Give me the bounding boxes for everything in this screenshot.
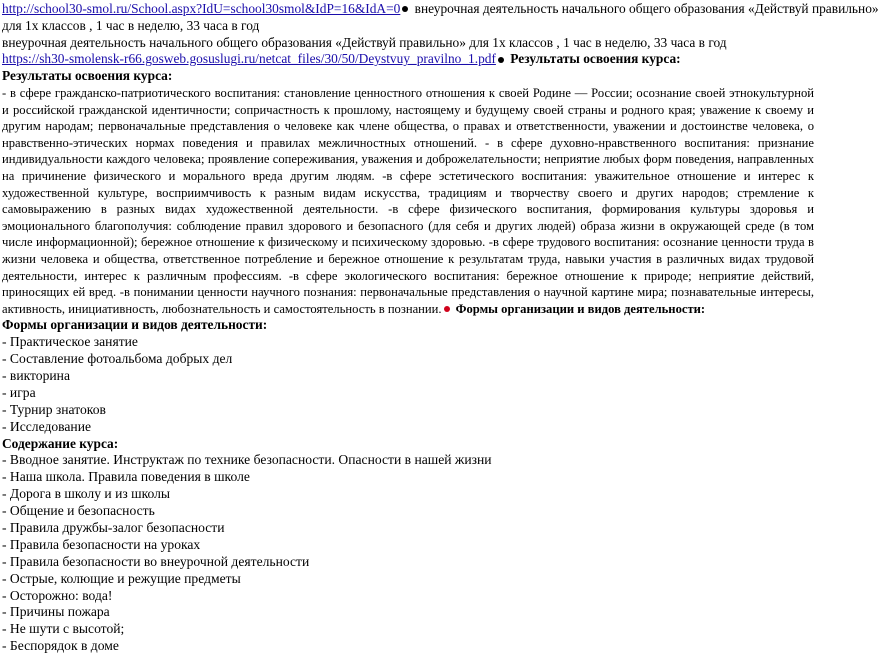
list-item: - Беспорядок в доме xyxy=(2,638,119,654)
header-line-4 xyxy=(2,51,814,68)
list-item: - Вводное занятие. Инструктаж по технике безопасности. Опасности в нашей жизни xyxy=(2,452,492,468)
header-line-3: внеурочная деятельность начального общего образования «Действуй правильно» для 1х классов , 1 час в неделю, 33 часа в год xyxy=(2,34,727,50)
list-item: - Не шути с высотой; xyxy=(2,621,125,637)
header-line-2: для 1х классов , 1 час в неделю, 33 часа в год xyxy=(2,17,260,33)
forms-inline-heading: Формы организации и видов деятельности: xyxy=(452,301,706,316)
content-heading: Содержание курса: xyxy=(2,435,119,451)
bullet-icon xyxy=(498,57,504,63)
content-list xyxy=(2,452,814,655)
document xyxy=(2,1,879,655)
list-item: - Турнир знатоков xyxy=(2,401,106,417)
list-item: - Причины пожара xyxy=(2,604,110,620)
list-item: - Наша школа. Правила поведения в школе xyxy=(2,469,250,485)
list-item: - Осторожно: вода! xyxy=(2,587,113,603)
list-item: - Правила безопасности на уроках xyxy=(2,536,201,552)
list-item: - Составление фотоальбома добрых дел xyxy=(2,351,233,366)
forms-list xyxy=(2,334,814,435)
bullet-icon xyxy=(402,6,408,12)
list-item: - Правила дружбы-залог безопасности xyxy=(2,519,225,535)
list-item: - Острые, колющие и режущие предметы xyxy=(2,570,241,586)
list-item: - Дорога в школу и из школы xyxy=(2,486,171,502)
list-item: - игра xyxy=(2,384,36,400)
results-paragraph xyxy=(2,85,814,317)
list-item: - Исследование xyxy=(2,418,92,434)
results-heading: Результаты освоения курса: xyxy=(2,68,173,84)
header-line-1-text: внеурочная деятельность начального общего образования «Действуй правильно» xyxy=(411,1,879,16)
list-item: - викторина xyxy=(2,367,70,383)
pdf-link[interactable]: https://sh30-smolensk-r66.gosweb.gosuslugi.ru/netcat_files/30/50/Deystvuy_pravilno_1.pdf xyxy=(2,51,496,67)
red-bullet-icon xyxy=(444,306,450,312)
list-item: - Правила безопасности во внеурочной деятельности xyxy=(2,553,310,569)
results-paragraph-text: - в сфере гражданско-патриотического воспитания: становление ценностного отношения к своей Родине — России; осознание своей этнокультурной и российской гражданской идентичности; сопричастность к прошлому, настоящему и будущему своей страны и родного края; уважение к своему и другим народам; первоначальные представления о человеке как члене общества, о правах и ответственности, уважении и достоинстве человека, о нравственно-этических нормах поведения и правилах межличностных отношений. - в сфере духовно-нравственного воспитания: признание индивидуальности каждого человека; проявление сопереживания, уважения и доброжелательности; неприятие любых форм поведения, направленных на причинение физического и морального вреда другим людям. -в сфере эстетического воспитания: уважительное отношение и интерес к художественной культуре, восприимчивость к разным видам искусства, традициям и творчеству своего и других народов; стремление к самовыражению в разных видах художественной деятельности. -в сфере физического воспитания, формирования культуры здоровья и эмоционального благополучия: соблюдение правил здорового и безопасного (для себя и других людей) образа жизни в окружающей среде (в том числе информационной); бережное отношение к физическому и психическому здоровью. -в сфере трудового воспитания: осознание ценности труда в жизни человека и общества, ответственное потребление и бережное отношение к результатам труда, навыки участия в различных видах трудовой деятельности, интерес к различным профессиям. -в сфере экологического воспитания: бережное отношение к природе; неприятие действий, приносящих ей вред. -в понимании ценности научного познания: первоначальные представления о научной картине мира; познавательные интересы, активность, инициативность, любознательность и самостоятельность в познании. xyxy=(2,85,814,316)
list-item: - Практическое занятие xyxy=(2,334,138,350)
school-link[interactable]: http://school30-smol.ru/School.aspx?IdU=school30smol&IdP=16&IdA=0 xyxy=(2,1,401,16)
forms-heading: Формы организации и видов деятельности: xyxy=(2,317,268,333)
results-inline-heading: Результаты освоения курса: xyxy=(506,51,681,67)
list-item: - Общение и безопасность xyxy=(2,503,155,519)
header-line-1 xyxy=(2,1,879,18)
